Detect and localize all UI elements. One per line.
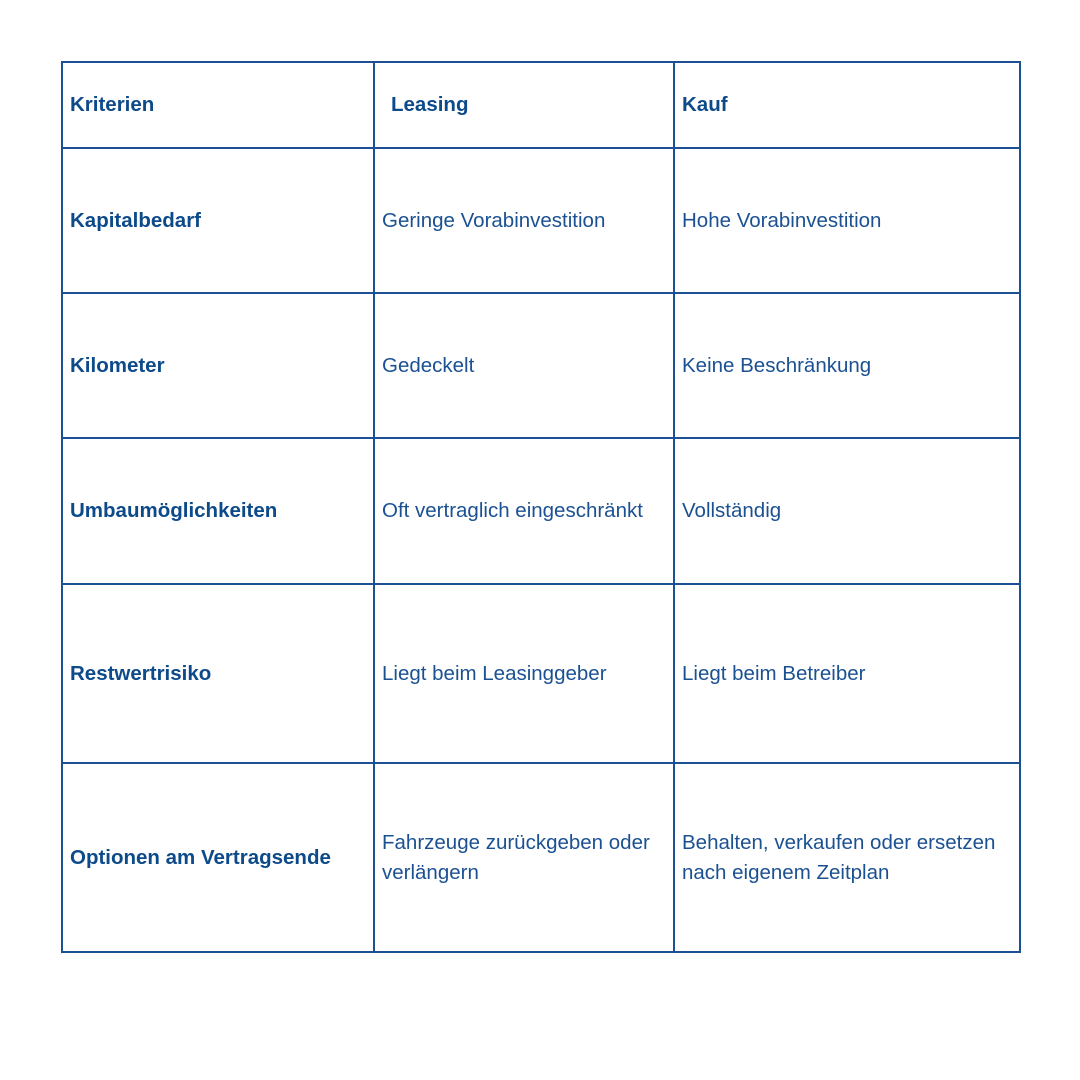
purchase-cell: Hohe Vorabinvestition [674,148,1020,293]
leasing-cell: Fahrzeuge zurückgeben oder verlängern [374,763,674,952]
table-row [62,293,1020,438]
purchase-cell: Behalten, verkaufen oder ersetzen nach eigenem Zeitplan [674,763,1020,952]
leasing-cell: Geringe Vorabinvestition [374,148,674,293]
table-row [62,438,1020,584]
leasing-cell: Liegt beim Leasinggeber [374,584,674,763]
criterion-cell: Umbaumöglichkeiten [62,438,374,584]
header-purchase: Kauf [674,62,1020,148]
purchase-cell: Liegt beim Betreiber [674,584,1020,763]
criterion-cell: Kilometer [62,293,374,438]
purchase-cell: Keine Beschränkung [674,293,1020,438]
leasing-cell: Gedeckelt [374,293,674,438]
criterion-cell: Optionen am Vertragsende [62,763,374,952]
table-row [62,763,1020,952]
table-header-row [62,62,1020,148]
criterion-cell: Restwertrisiko [62,584,374,763]
leasing-vs-purchase-table [61,61,1021,953]
leasing-cell: Oft vertraglich eingeschränkt [374,438,674,584]
table-row [62,584,1020,763]
purchase-cell: Vollständig [674,438,1020,584]
header-criteria: Kriterien [62,62,374,148]
criterion-cell: Kapitalbedarf [62,148,374,293]
header-leasing: Leasing [374,62,674,148]
table-row [62,148,1020,293]
